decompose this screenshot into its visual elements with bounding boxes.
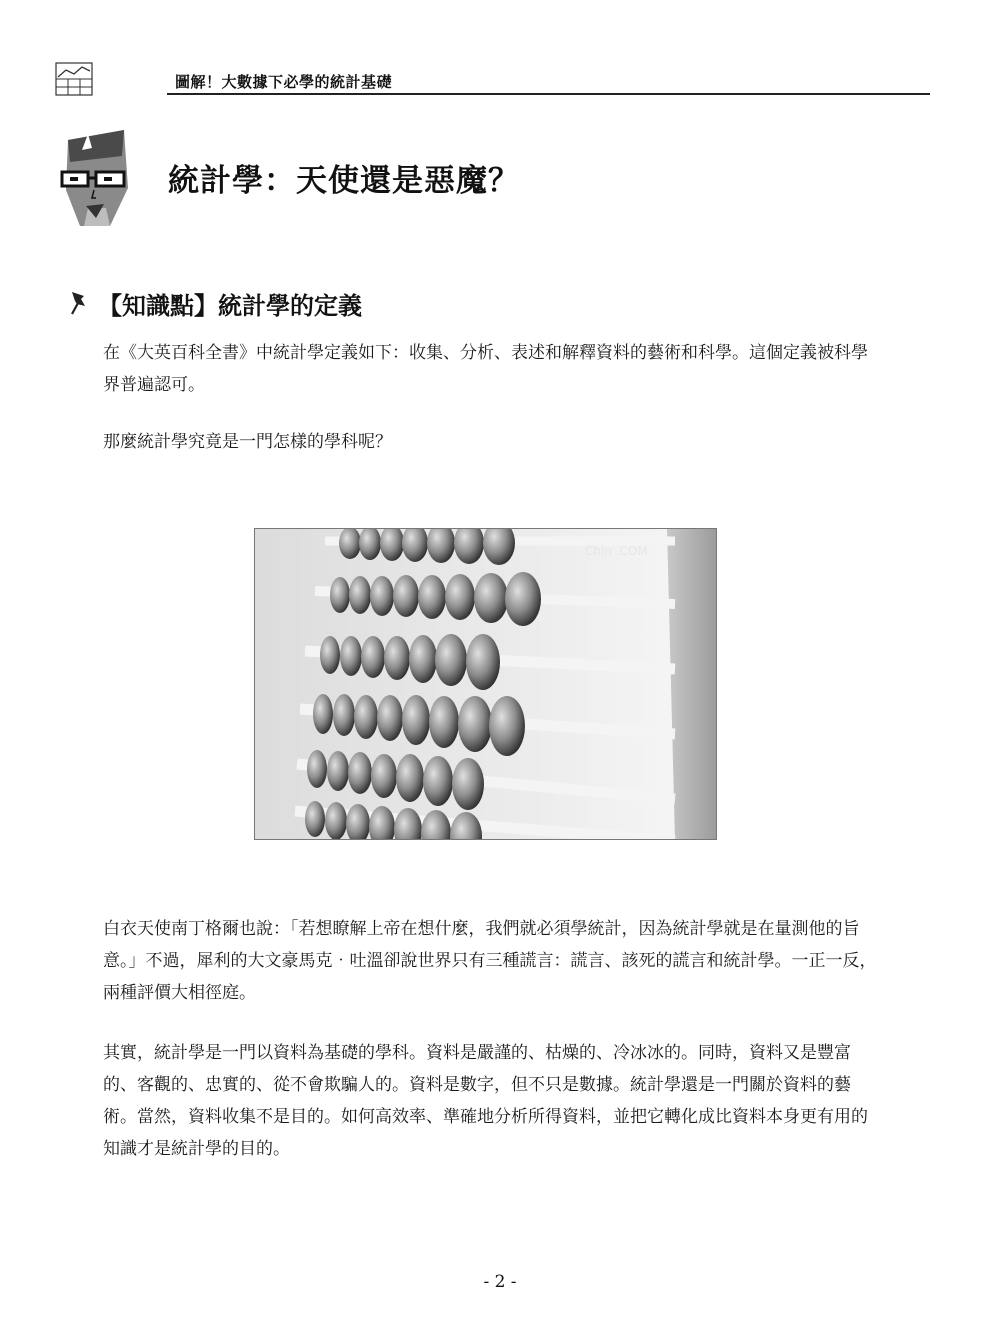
- pushpin-icon: [68, 290, 90, 316]
- header-rule: [167, 93, 930, 95]
- paragraph-definition: 在《大英百科全書》中統計學定義如下：收集、分析、表述和解釋資料的藝術和科學。這個定義被科學界普遍認可。: [103, 343, 868, 395]
- abacus-illustration: [255, 529, 717, 840]
- photo-watermark: Chin .COM: [585, 544, 648, 558]
- paragraph-nightingale: 白衣天使南丁格爾也說：「若想瞭解上帝在想什麼，我們就必須學統計，因為統計學就是在量測他的旨意。」不過，犀利的大文豪馬克‧吐溫卻說世界只有三種謊言：謊言、該死的謊言和統計學。一正一反，兩種評價大相徑庭。: [103, 919, 877, 1003]
- section-heading-text: 【知識點】統計學的定義: [98, 291, 362, 320]
- section-heading: [68, 284, 362, 322]
- paragraph-data-discipline: 其實，統計學是一門以資料為基礎的學科。資料是嚴謹的、枯燥的、冷冰冰的。同時，資料又是豐富的、客觀的、忠實的、從不會欺騙人的。資料是數字，但不只是數據。統計學還是一門關於資料的藝術。當然，資料收集不是目的。如何高效率、準確地分析所得資料，並把它轉化成比資料本身更有用的知識才是統計學的目的。: [103, 1043, 868, 1159]
- page-number: - 2 -: [483, 1272, 517, 1292]
- chapter-title: 統計學：天使還是惡魔？: [168, 163, 520, 199]
- book-title: 圖解！大數據下必學的統計基礎: [175, 73, 393, 91]
- abacus-photo: [254, 528, 717, 840]
- chart-grid-icon: [55, 62, 93, 96]
- running-header: [55, 62, 930, 96]
- paragraph-question: 那麼統計學究竟是一門怎樣的學科呢？: [103, 432, 392, 452]
- glasses-man-icon: [58, 128, 136, 228]
